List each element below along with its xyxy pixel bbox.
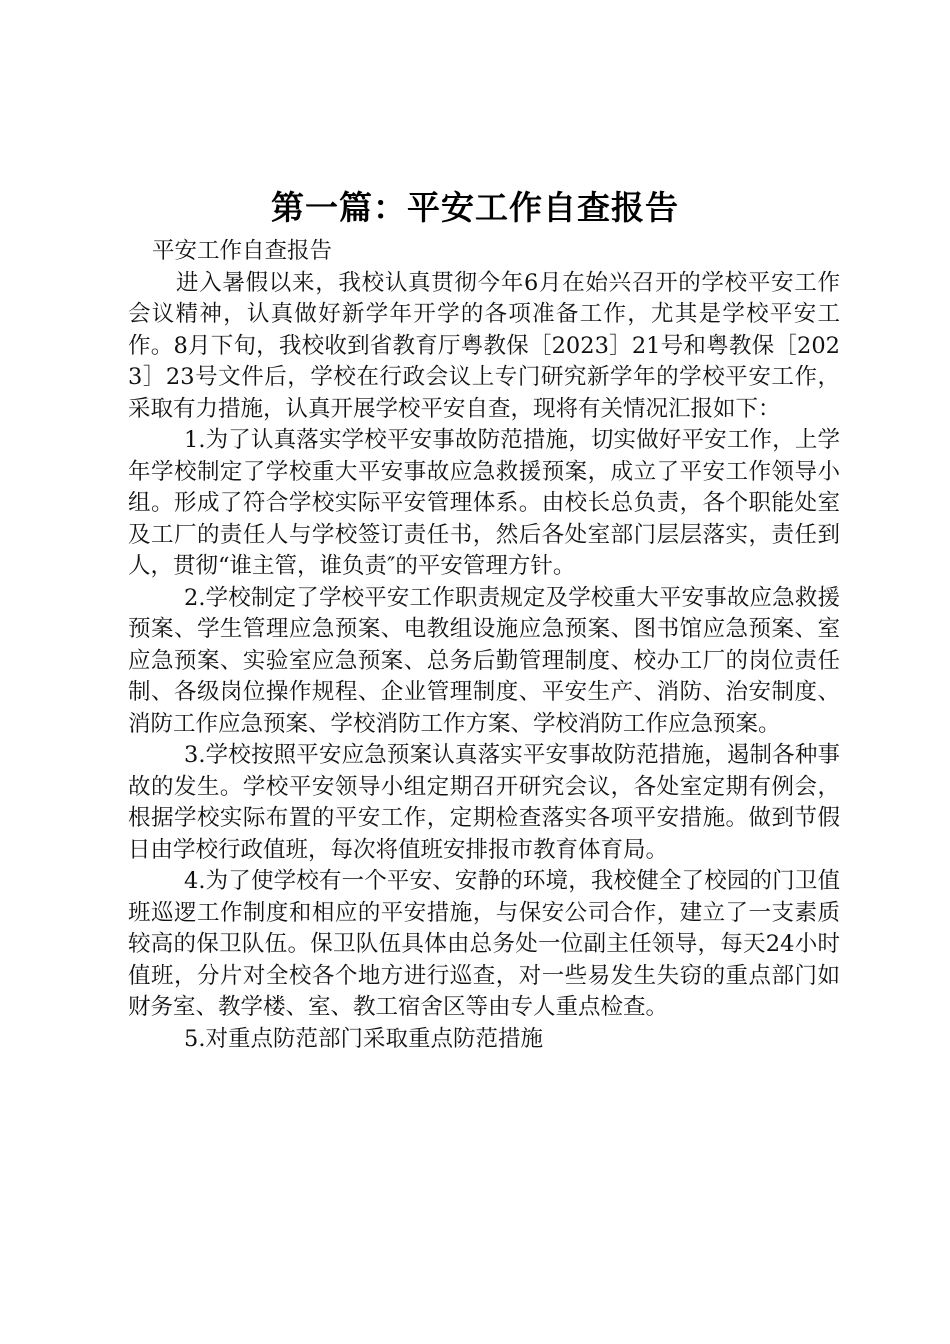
paragraph-item-3: 3.学校按照平安应急预案认真落实平安事故防范措施，遏制各种事故的发生。学校平安领导小组定期召开研究会议，各处室定期有例会，根据学校实际布置的平安工作，定期检查落实各项平安措施。做到节假日由学校行政值班，每次将值班安排报市教育体育局。 [128,742,840,863]
document-subtitle: 平安工作自查报告 [152,238,333,264]
document-title: 第一篇：平安工作自查报告 [271,188,679,227]
paragraph-item-4: 4.为了使学校有一个平安、安静的环境，我校健全了校园的门卫值班巡逻工作制度和相应的平安措施，与保安公司合作，建立了一支素质较高的保卫队伍。保卫队伍具体由总务处一位副主任领导，每天24小时值班，分片对全校各个地方进行巡查，对一些易发生失窃的重点部门如财务室、教学楼、室、教工宿舍区等由专人重点检查。 [128,868,840,1020]
paragraph-item-2: 2.学校制定了学校平安工作职责规定及学校重大平安事故应急救援预案、学生管理应急预案、电教组设施应急预案、图书馆应急预案、室应急预案、实验室应急预案、总务后勤管理制度、校办工厂的岗位责任制、各级岗位操作规程、企业管理制度、平安生产、消防、治安制度、消防工作应急预案、学校消防工作方案、学校消防工作应急预案。 [128,584,840,737]
document-body [128,236,840,1055]
paragraph-intro: 进入暑假以来，我校认真贯彻今年6月在始兴召开的学校平安工作会议精神，认真做好新学年开学的各项准备工作，尤其是学校平安工作。8月下旬，我校收到省教育厅粤教保［2023］21号和粤教保［2023］23号文件后，学校在行政会议上专门研究新学年的学校平安工作，采取有力措施，认真开展学校平安自查，现将有关情况汇报如下： [128,269,840,422]
paragraph-item-1: 1.为了认真落实学校平安事故防范措施，切实做好平安工作，上学年学校制定了学校重大平安事故应急救援预案，成立了平安工作领导小组。形成了符合学校实际平安管理体系。由校长总负责，各个职能处室及工厂的责任人与学校签订责任书，然后各处室部门层层落实，责任到人，贯彻“谁主管，谁负责″的平安管理方针。 [128,427,840,579]
paragraph-item-5: 5.对重点防范部门采取重点防范措施 [184,1025,543,1052]
